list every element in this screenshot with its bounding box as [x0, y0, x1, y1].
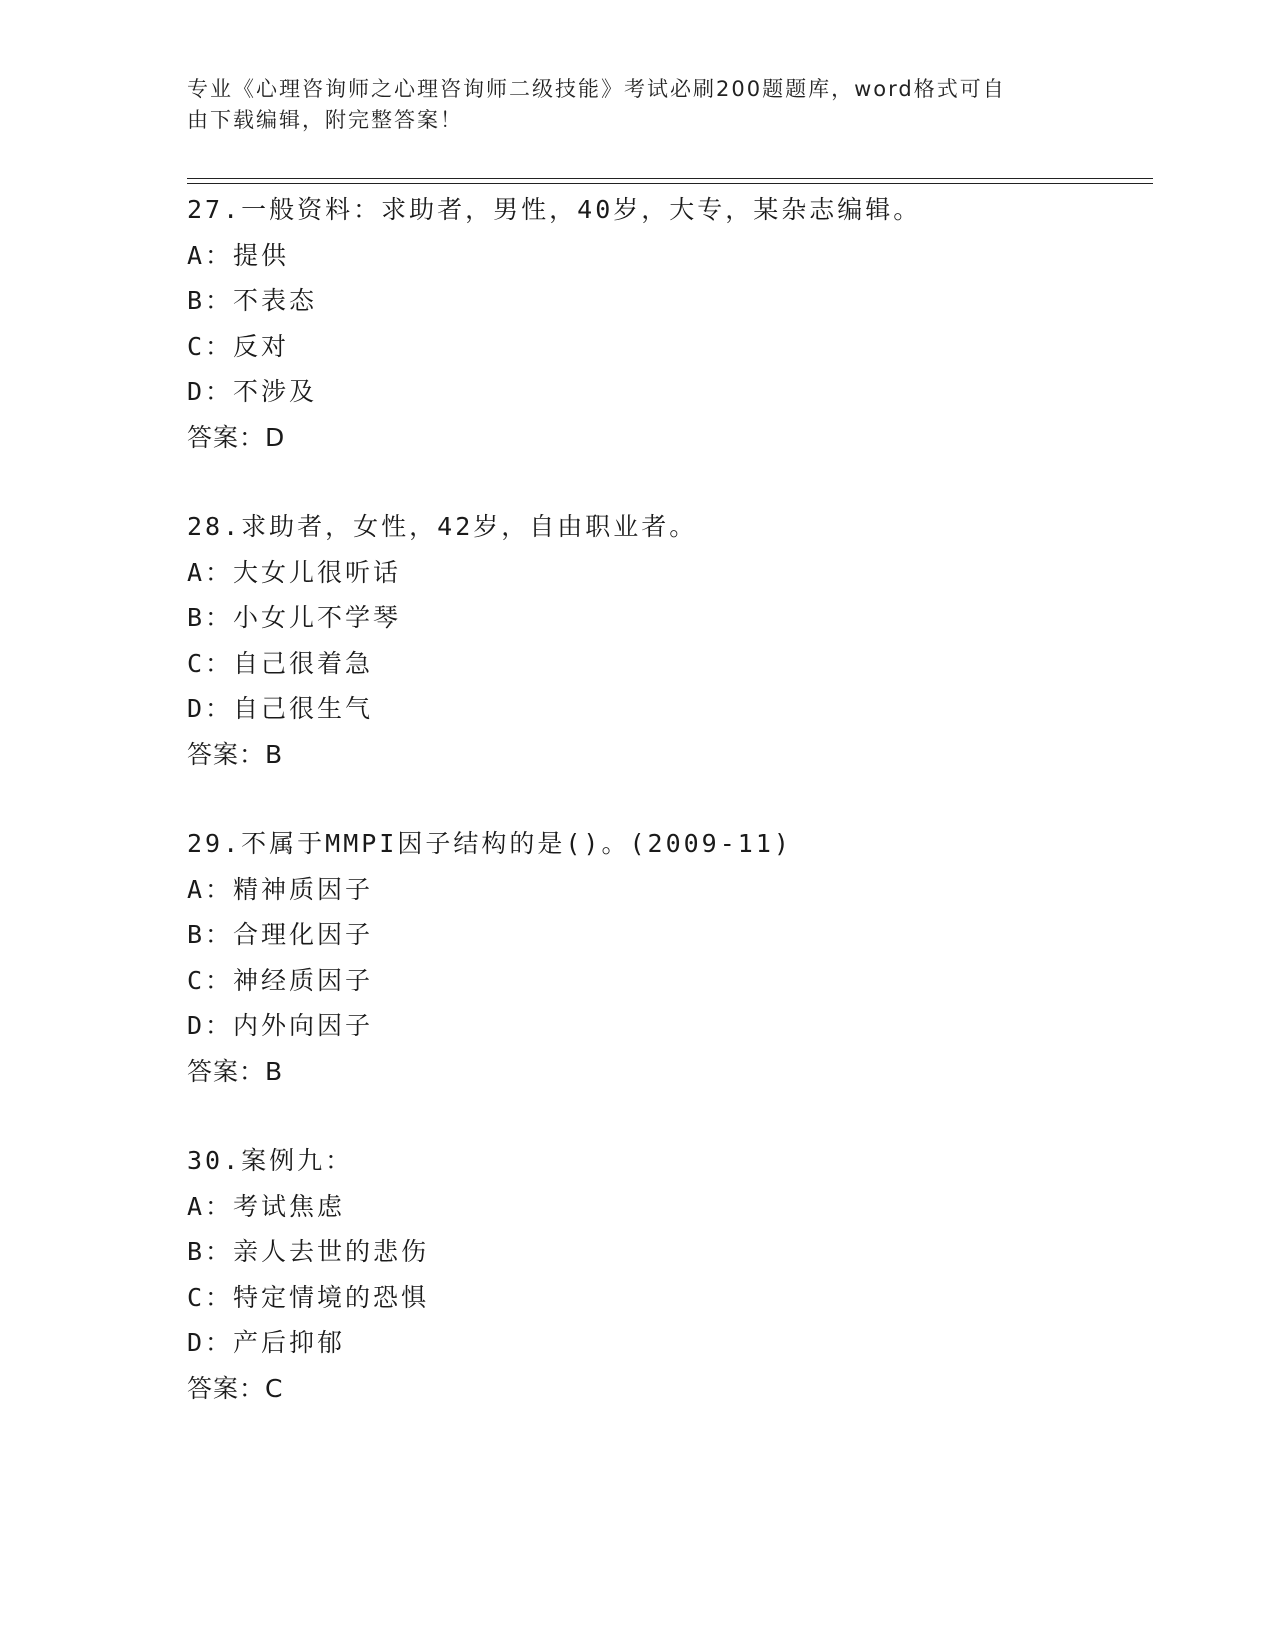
- option-c: C：自己很着急: [187, 648, 374, 678]
- header-line-2: 由下载编辑，附完整答案！: [187, 108, 463, 132]
- header-line-1: 专业《心理咨询师之心理咨询师二级技能》考试必刷200题题库，word格式可自: [187, 77, 1006, 101]
- answer: 答案：B: [187, 1056, 284, 1086]
- answer: 答案：B: [187, 739, 284, 769]
- option-c: C：神经质因子: [187, 965, 374, 995]
- question-stem: 27.一般资料：求助者，男性，40岁，大专，某杂志编辑。: [187, 195, 922, 224]
- document-header: [187, 74, 1067, 136]
- option-d: D：内外向因子: [187, 1011, 374, 1040]
- header-divider-bottom: [187, 183, 1153, 184]
- option-b: B：合理化因子: [187, 920, 374, 949]
- answer: 答案：D: [187, 422, 286, 452]
- option-a: A：精神质因子: [187, 874, 374, 904]
- question-stem: 30.案例九：: [187, 1146, 354, 1175]
- option-d: D：自己很生气: [187, 694, 374, 723]
- option-d: D：产后抑郁: [187, 1328, 346, 1357]
- question-28: [187, 504, 1147, 777]
- answer: 答案：C: [187, 1373, 284, 1403]
- option-c: C：反对: [187, 331, 290, 361]
- option-a: A：提供: [187, 240, 290, 270]
- option-b: B：不表态: [187, 286, 318, 315]
- question-27: [187, 187, 1147, 460]
- question-29: [187, 821, 1147, 1094]
- option-b: B：小女儿不学琴: [187, 603, 402, 632]
- option-b: B：亲人去世的悲伤: [187, 1237, 430, 1266]
- question-30: [187, 1138, 1147, 1411]
- option-a: A：考试焦虑: [187, 1191, 346, 1221]
- question-stem: 28.求助者，女性，42岁，自由职业者。: [187, 512, 698, 541]
- option-c: C：特定情境的恐惧: [187, 1282, 430, 1312]
- option-a: A：大女儿很听话: [187, 557, 402, 587]
- header-divider-top: [187, 178, 1153, 179]
- option-d: D：不涉及: [187, 377, 318, 406]
- question-stem: 29.不属于MMPI因子结构的是()。(2009-11): [187, 829, 792, 858]
